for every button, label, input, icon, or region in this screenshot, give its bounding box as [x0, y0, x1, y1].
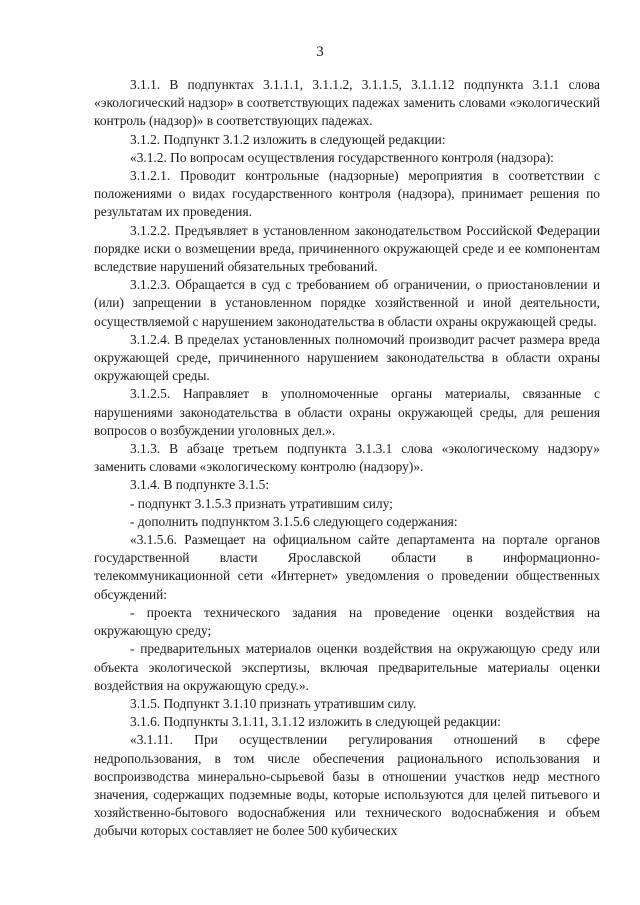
paragraph: «3.1.11. При осуществлении регулирования отношений в сфере недропользования, в том числе обеспечения рационального использования и воспроизводства минерально-сырьевой базы в отношении участков недр местного значения, содержащих подземные воды, которые используются для целей питьевого и хозяйственно-бытового водоснабжения или технического водоснабжения и объем добычи которых составляет не более 500 кубических	[94, 732, 600, 839]
paragraph: 3.1.6. Подпункты 3.1.11, 3.1.12 изложить в следующей редакции:	[130, 714, 501, 730]
paragraph: «3.1.2. По вопросам осуществления государственного контроля (надзора):	[130, 149, 554, 165]
paragraph: 3.1.2.4. В пределах установленных полномочий производит расчет размера вреда окружающей среде, причиненного нарушением законодательства в области охраны окружающей среды.	[94, 331, 600, 384]
list-item: - подпункт 3.1.5.3 признать утратившим силу;	[130, 495, 393, 511]
paragraph: 3.1.2.3. Обращается в суд с требованием об ограничении, о приостановлении и (или) запрещении в установленном порядке хозяйственной и иной деятельности, осуществляемой с нарушением законодательства в области охраны окружающей среды.	[94, 277, 600, 329]
document-body	[94, 76, 600, 841]
paragraph: 3.1.4. В подпункте 3.1.5:	[130, 477, 270, 493]
paragraph: 3.1.3. В абзаце третьем подпункта 3.1.3.1 слова «экологическому надзору» заменить словами «экологическому контролю (надзору)».	[94, 441, 600, 475]
list-item: - проекта технического задания на проведение оценки воздействия на окружающую среду;	[94, 604, 600, 639]
paragraph: 3.1.2. Подпункт 3.1.2 изложить в следующей редакции:	[130, 131, 446, 147]
list-item: - предварительных материалов оценки воздействия на окружающую среду или объекта экологической экспертизы, включая предварительные материалы оценки воздействия на окружающую среду.».	[94, 641, 600, 693]
list-item: - дополнить подпунктом 3.1.5.6 следующего содержания:	[130, 513, 458, 529]
paragraph: «3.1.5.6. Размещает на официальном сайте департамента на портале органов государственной власти Ярославской области в информационно-телекоммуникационной сети «Интернет» уведомления о проведении общественных обсуждений:	[94, 532, 600, 602]
paragraph: 3.1.2.5. Направляет в уполномоченные органы материалы, связанные с нарушениями законодательства в области охраны окружающей среды, для решения вопросов о возбуждении уголовных дел.».	[94, 386, 600, 438]
paragraph: 3.1.5. Подпункт 3.1.10 признать утратившим силу.	[130, 695, 417, 711]
paragraph: 3.1.2.1. Проводит контрольные (надзорные) мероприятия в соответствии с положениями о видах государственного контроля (надзора), принимает решения по результатам их проведения.	[94, 168, 600, 220]
paragraph: 3.1.1. В подпунктах 3.1.1.1, 3.1.1.2, 3.1.1.5, 3.1.1.12 подпункта 3.1.1 слова «экологический надзор» в соответствующих падежах заменить словами «экологический контроль (надзор)» в соответствующих падежах.	[94, 77, 600, 129]
page-number: 3	[316, 44, 324, 60]
paragraph: 3.1.2.2. Предъявляет в установленном законодательством Российской Федерации порядке иски о возмещении вреда, причиненного окружающей среде и ее компонентам вследствие нарушений обязательных требований.	[94, 222, 600, 275]
